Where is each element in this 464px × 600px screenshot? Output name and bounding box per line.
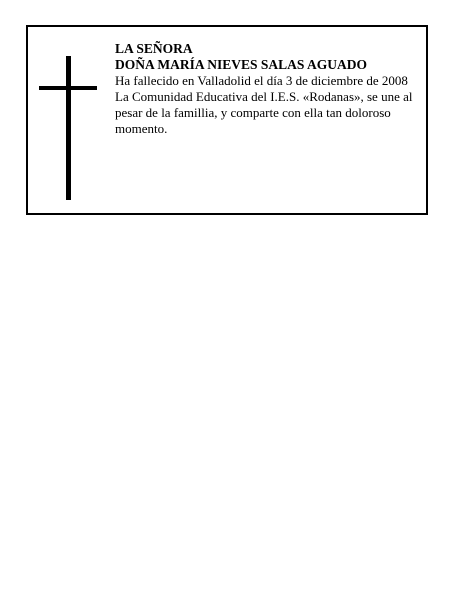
notice-text [115,41,426,137]
deceased-name: DOÑA MARÍA NIEVES SALAS AGUADO [115,57,368,72]
cross-icon [39,56,97,200]
condolence-message: La Comunidad Educativa del I.E.S. «Rodanas», se une al pesar de la famillia, y comparte con ella tan doloroso momento. [115,89,413,136]
notice-title: LA SEÑORA [115,41,193,56]
obituary-notice [26,25,428,215]
cross-vertical-bar [66,56,71,200]
cross-horizontal-bar [39,86,97,90]
death-announcement: Ha fallecido en Valladolid el día 3 de diciembre de 2008 [115,73,408,88]
